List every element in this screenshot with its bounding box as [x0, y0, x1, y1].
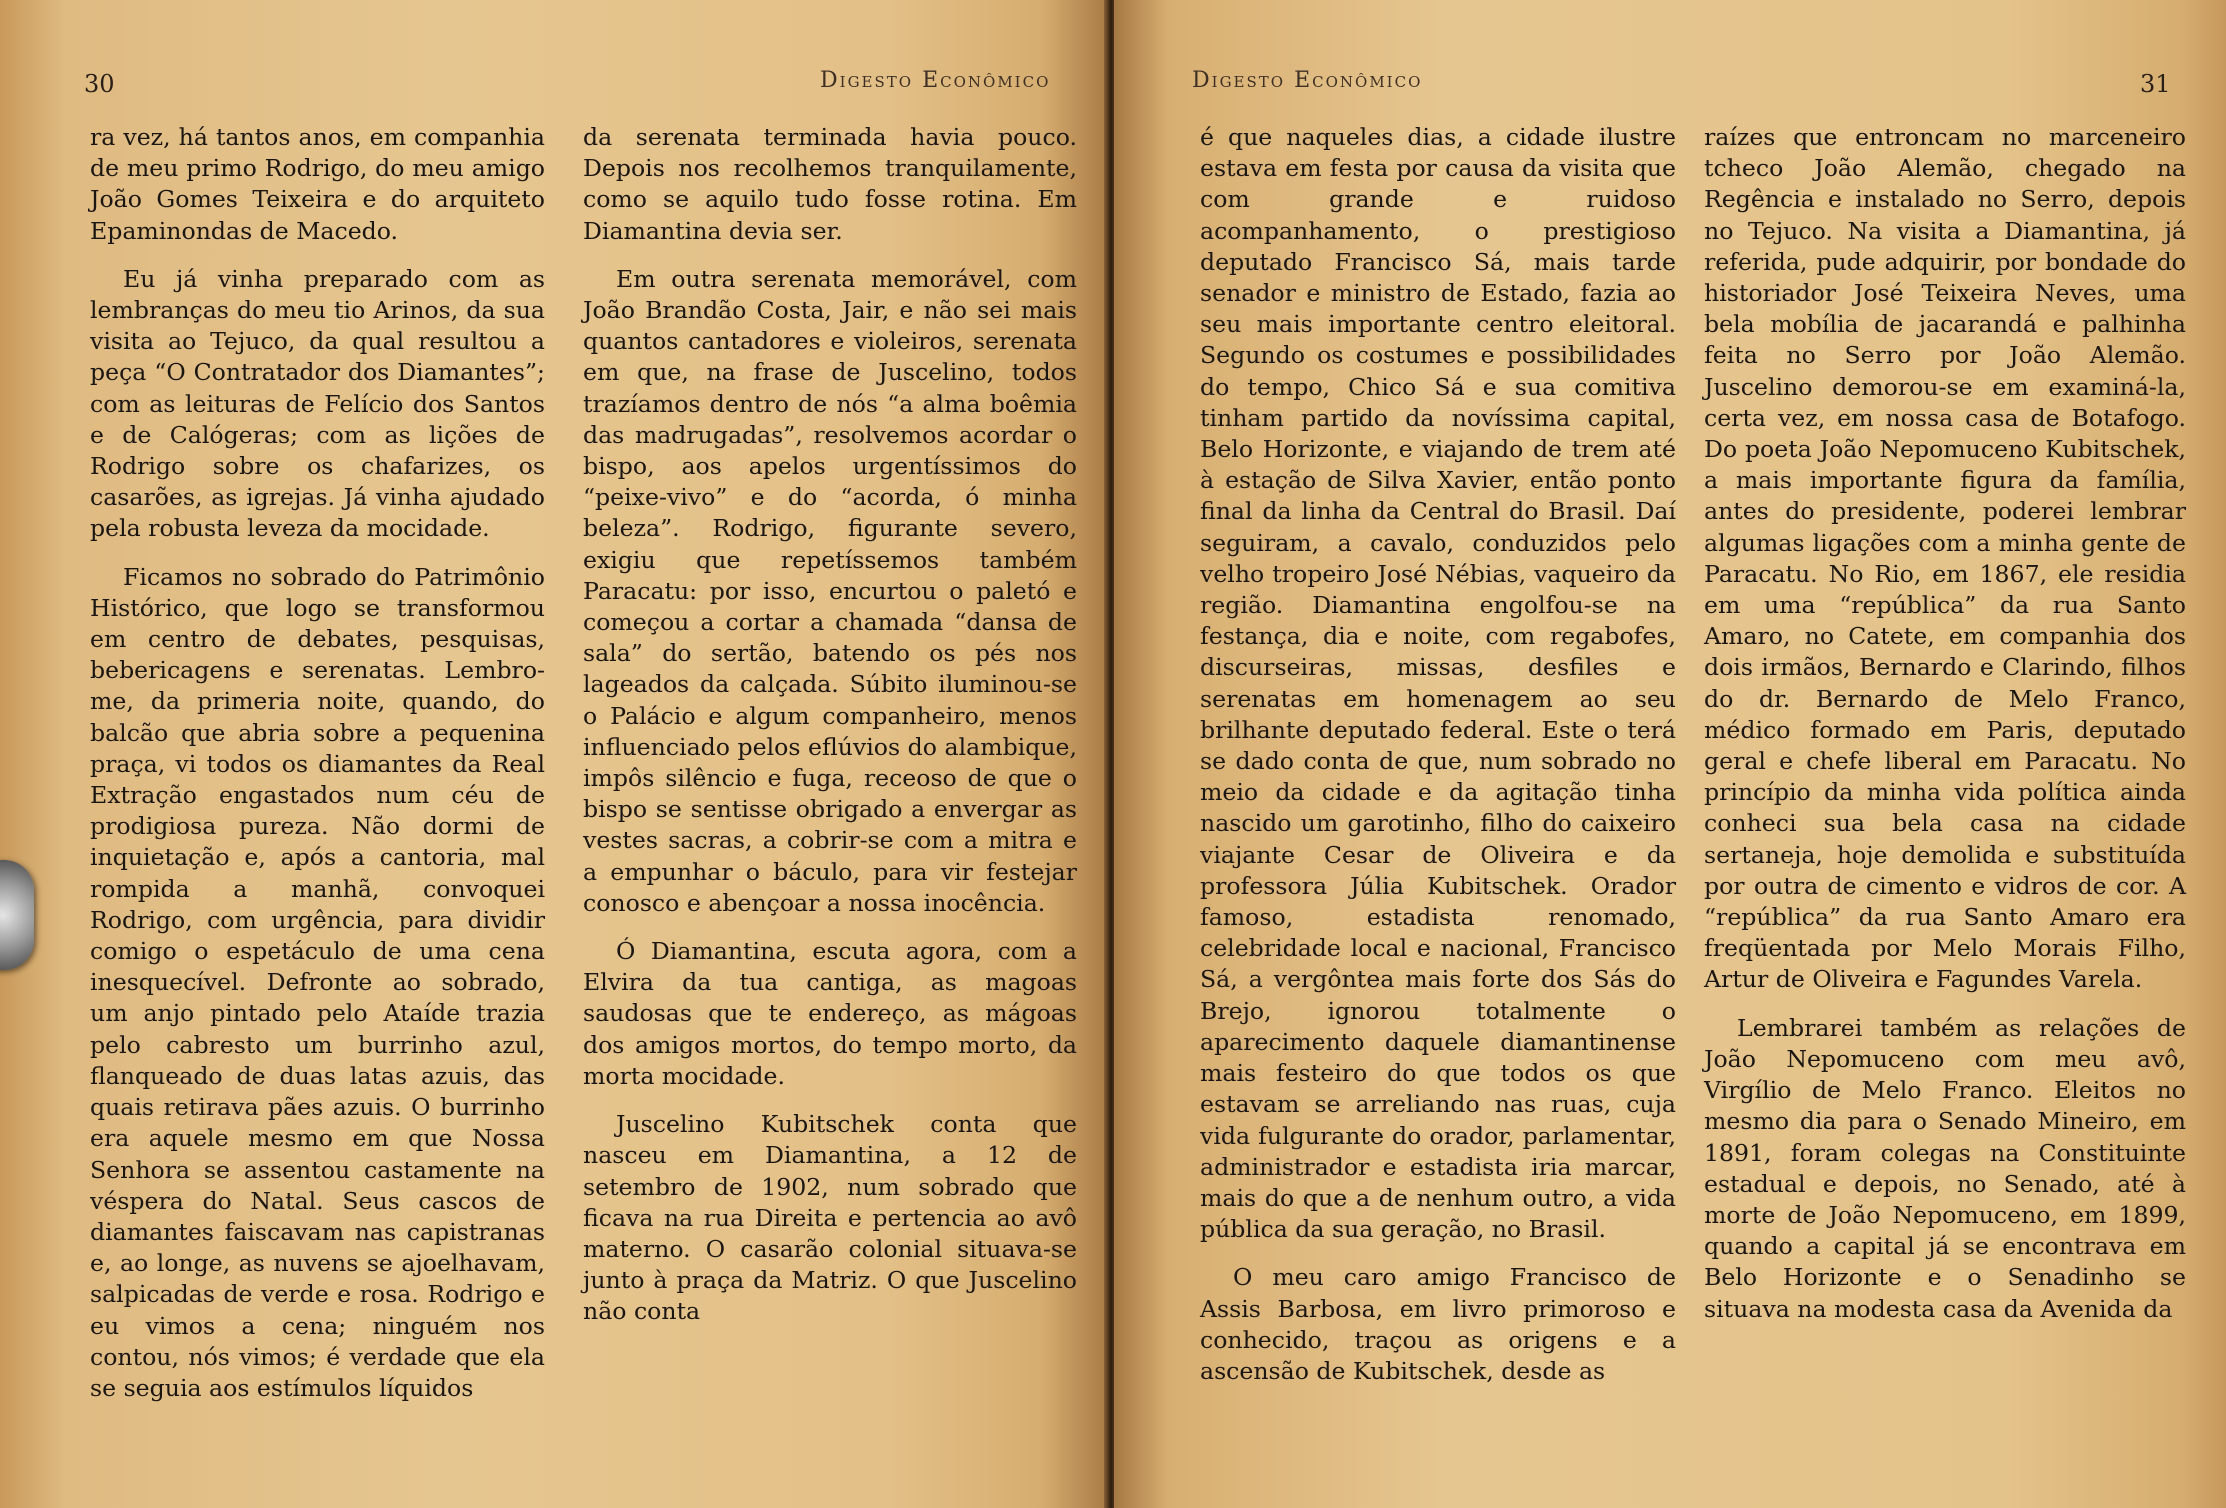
left-page — [0, 0, 1108, 1508]
paragraph: raízes que entroncam no marceneiro tcheco João Alemão, chegado na Regência e instalado no Serro, depois no Tejuco. Na visita a Diamantina, já referida, pude adquirir, por bondade do historiador José Teixeira Neves, uma bela mobília de jacarandá e palhinha feita no Serro por João Alemão. Juscelino demorou-se em examiná-la, certa vez, em nossa casa de Botafogo. Do poeta João Nepomuceno Kubitschek, a mais importante figura da família, antes do presidente, poderei lembrar algumas ligações com a minha gente de Paracatu. No Rio, em 1867, ele residia em uma “república” da rua Santo Amaro, no Catete, em companhia dos dois irmãos, Bernardo e Clarindo, filhos do dr. Bernardo de Melo Franco, médico formado em Paris, deputado geral e chefe liberal em Paracatu. No princípio da minha vida política ainda conheci sua bela casa na cidade sertaneja, hoje demolida e substituída por outra de cimento e vidros de cor. A “república” da rua Santo Amaro era freqüentada por Melo Morais Filho, Artur de Oliveira e Fagundes Varela. — [1704, 123, 2186, 994]
paragraph: é que naqueles dias, a cidade ilustre estava em festa por causa da visita que com grande e ruidoso acompanhamento, o prestigioso deputado Francisco Sá, mais tarde senador e ministro de Estado, fazia ao seu mais importante centro eleitoral. Segundo os costumes e possibilidades do tempo, Chico Sá e sua comitiva tinham partido da novíssima capital, Belo Horizonte, e viajando de trem até à estação de Silva Xavier, então ponto final da linha da Central do Brasil. Daí seguiram, a cavalo, conduzidos pelo velho tropeiro José Nébias, vaqueiro da região. Diamantina engolfou-se na festança, dia e noite, com regabofes, discurseiras, missas, desfiles e serenatas em homenagem ao seu brilhante deputado federal. Este o terá se dado conta de que, num sobrado no meio da cidade e da agitação tinha nascido um garotinho, filho do caixeiro viajante Cesar de Oliveira e da professora Júlia Kubitschek. Orador famoso, estadista renomado, celebridade local e nacional, Francisco Sá, a vergôntea mais forte dos Sás do Brejo, ignorou totalmente o aparecimento daquele diamantinense mais festeiro do que todos os que estavam se arreliando nas ruas, cuja vida fulgurante do orador, parlamentar, administrador e estadista iria marcar, mais do que a de nenhum outro, a vida pública da sua geração, no Brasil. — [1200, 123, 1676, 1244]
page-number: 31 — [2140, 70, 2171, 98]
paragraph: Juscelino Kubitschek conta que nasceu em Diamantina, a 12 de setembro de 1902, num sobrado que ficava na rua Direita e pertencia ao avô materno. O casarão colonial situava-se junto à praça da Matriz. O que Juscelino não conta — [583, 1110, 1077, 1326]
paragraph: Ó Diamantina, escuta agora, com a Elvira da tua cantiga, as magoas saudosas que te endereço, as mágoas dos amigos mortos, do tempo morto, da morta mocidade. — [583, 937, 1077, 1090]
paragraph: Em outra serenata memorável, com João Brandão Costa, Jair, e não sei mais quantos cantadores e violeiros, serenata em que, na frase de Juscelino, todos trazíamos dentro de nós “a alma boêmia das madrugadas”, resolvemos acordar o bispo, aos apelos urgentíssimos do “peixe-vivo” e do “acorda, ó minha beleza”. Rodrigo, figurante severo, exigiu que repetíssemos também Paracatu: por isso, encurtou o paletó e começou a cortar a chamada “dansa de sala” do sertão, batendo os pés nos lageados da calçada. Súbito iluminou-se o Palácio e algum companheiro, menos influenciado pelos eflúvios do alambique, impôs silêncio e fuga, receoso de que o bispo se sentisse obrigado a envergar as vestes sacras, a cobrir-se com a mitra e a empunhar o báculo, para vir festejar conosco e abençoar a nossa inocência. — [583, 264, 1077, 917]
running-head: Digesto Econômico — [1192, 68, 1423, 93]
paragraph: O meu caro amigo Francisco de Assis Barbosa, em livro primoroso e conhecido, traçou as origens e a ascensão de Kubitschek, desde as — [1200, 1263, 1676, 1385]
binder-clip — [0, 860, 34, 970]
paragraph: Lembrarei também as relações de João Nepomuceno com meu avô, Virgílio de Melo Franco. Eleitos no mesmo dia para o Senado Mineiro, em 1891, foram colegas na Constituinte estadual e depois, no Senado, até à morte de João Nepomuceno, em 1899, quando a capital já se encontrava em Belo Horizonte e o Senadinho se situava na modesta casa da Avenida da — [1704, 1013, 2186, 1323]
text-column-1 — [1200, 122, 1676, 1404]
text-column-2 — [583, 122, 1077, 1345]
paragraph: Eu já vinha preparado com as lembranças do meu tio Arinos, da sua visita ao Tejuco, da qual resultou a peça “O Contratador dos Diamantes”; com as leituras de Felício dos Santos e de Calógeras; com as lições de Rodrigo sobre os chafarizes, os casarões, as igrejas. Já vinha ajudado pela robusta leveza da mocidade. — [90, 264, 545, 543]
paragraph: Ficamos no sobrado do Patrimônio Histórico, que logo se transformou em centro de debates, pesquisas, bebericagens e serenatas. Lembro-me, da primeria noite, quando, do balcão que abria sobre a pequenina praça, vi todos os diamantes da Real Extração engastados num céu de prodigiosa pureza. Não dormi de inquietação e, após a cantoria, mal rompida a manhã, convoquei Rodrigo, com urgência, para dividir comigo o espetáculo de uma cena inesquecível. Defronte ao sobrado, um anjo pintado pelo Ataíde trazia pelo cabresto um burrinho azul, flanqueado de duas latas azuis, das quais retirava pães azuis. O burrinho era aquele mesmo em que Nossa Senhora se assentou castamente na véspera do Natal. Seus cascos de diamantes faiscavam nas capistranas e, ao longe, as nuvens se ajoelhavam, salpicadas de verde e rosa. Rodrigo e eu vimos a cena; ninguém nos contou, nós vimos; é verdade que ela se seguia aos estímulos líquidos — [90, 562, 545, 1402]
text-column-2 — [1704, 122, 2186, 1342]
paragraph: ra vez, há tantos anos, em companhia de meu primo Rodrigo, do meu amigo João Gomes Teixeira e do arquiteto Epaminondas de Macedo. — [90, 123, 545, 245]
running-head: Digesto Econômico — [820, 68, 1051, 93]
paragraph: da serenata terminada havia pouco. Depois nos recolhemos tranquilamente, como se aquilo tudo fosse rotina. Em Diamantina devia ser. — [583, 123, 1077, 245]
page-number: 30 — [84, 70, 115, 98]
right-page — [1114, 0, 2226, 1508]
text-column-1 — [90, 122, 545, 1421]
